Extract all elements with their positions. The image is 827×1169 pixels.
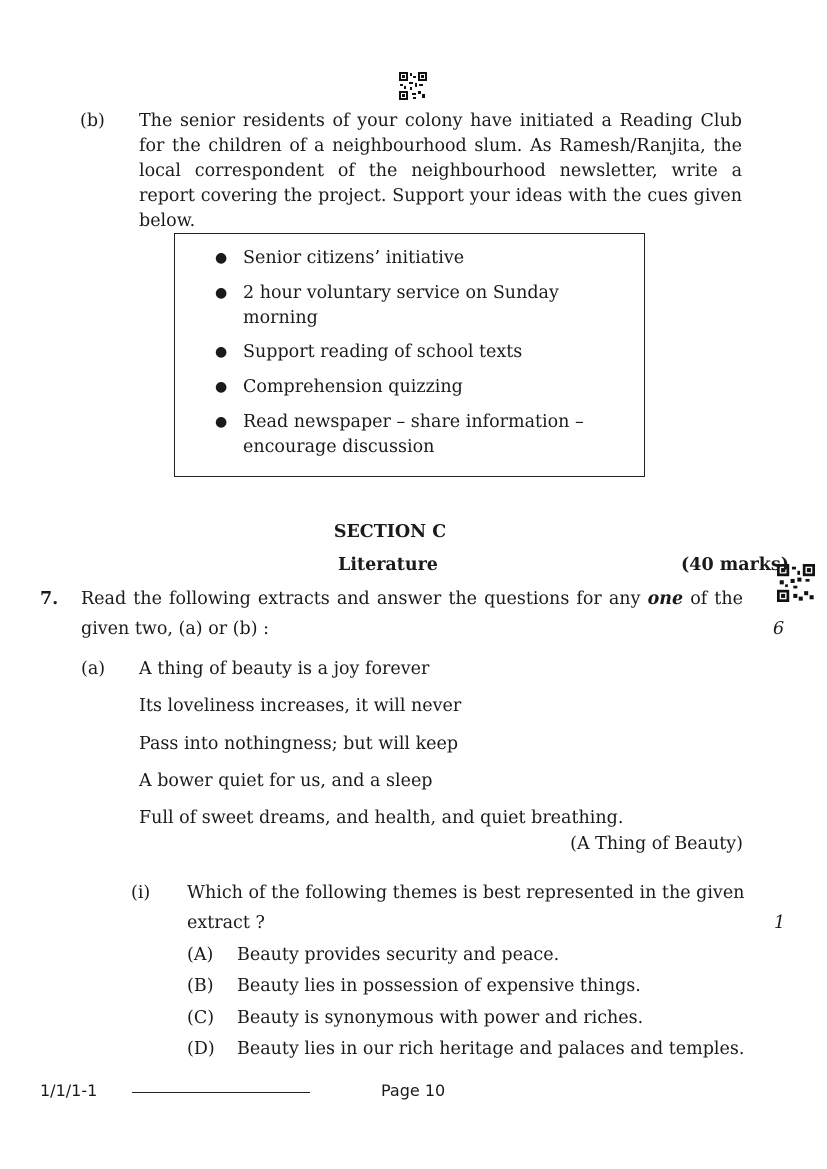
extract-line: Its loveliness increases, it will never bbox=[139, 696, 462, 716]
subquestion-marks: 1 bbox=[774, 913, 786, 933]
subquestion-line1: Which of the following themes is best represented in the given bbox=[187, 883, 745, 903]
question-number: 7. bbox=[40, 589, 59, 609]
option-label: (B) bbox=[187, 976, 214, 996]
bullet-icon: ● bbox=[215, 285, 228, 301]
extract-line: A thing of beauty is a joy forever bbox=[139, 659, 430, 679]
cue-item: ● Senior citizens’ initiative bbox=[243, 246, 623, 271]
option-label: (A) bbox=[187, 945, 214, 965]
option-text: Beauty lies in our rich heritage and palaces and temples. bbox=[237, 1039, 745, 1059]
qr-code-top bbox=[399, 72, 427, 100]
option-text: Beauty lies in possession of expensive things. bbox=[237, 976, 641, 996]
cue-item: ● Read newspaper – share information – encourage discussion bbox=[215, 412, 584, 457]
cue-item: ● 2 hour voluntary service on Sunday morning bbox=[215, 283, 559, 328]
cue-box bbox=[174, 233, 645, 477]
part-paragraph: The senior residents of your colony have initiated a Reading Club for the children of a neighbourhood slum. As Ramesh/Ranjita, the local correspondent of the neighbourhood newsletter, write a report covering the project. Support your ideas with the cues given below. bbox=[139, 111, 742, 231]
option-text: Beauty provides security and peace. bbox=[237, 945, 560, 965]
option-text: Beauty is synonymous with power and riches. bbox=[237, 1008, 644, 1028]
footer-divider bbox=[132, 1092, 310, 1093]
extract-source: (A Thing of Beauty) bbox=[570, 834, 743, 854]
subquestion-label: (i) bbox=[131, 883, 151, 903]
extract-line: Full of sweet dreams, and health, and quiet breathing. bbox=[139, 808, 624, 828]
section-marks: (40 marks) bbox=[681, 555, 790, 575]
bullet-icon: ● bbox=[215, 414, 228, 430]
cue-item: ● Comprehension quizzing bbox=[243, 375, 623, 400]
footer-code: 1/1/1-1 bbox=[40, 1081, 98, 1100]
option-label: (D) bbox=[187, 1039, 215, 1059]
bullet-icon: ● bbox=[215, 250, 228, 266]
section-title: SECTION C bbox=[333, 522, 447, 542]
bullet-icon: ● bbox=[215, 344, 228, 360]
question-text-line2: given two, (a) or (b) : bbox=[81, 619, 269, 639]
footer-page: Page 10 bbox=[381, 1081, 446, 1100]
bullet-icon: ● bbox=[215, 379, 228, 395]
extract-line: Pass into nothingness; but will keep bbox=[139, 734, 459, 754]
option-label: (C) bbox=[187, 1008, 215, 1028]
extract-line: A bower quiet for us, and a sleep bbox=[139, 771, 433, 791]
part-label: (b) bbox=[80, 111, 105, 131]
extract-label: (a) bbox=[81, 659, 106, 679]
question-text: Read the following extracts and answer the questions for any one of the bbox=[81, 589, 743, 609]
question-marks: 6 bbox=[773, 619, 785, 639]
subquestion-line2: extract ? bbox=[187, 913, 265, 933]
section-subtitle: Literature bbox=[338, 555, 438, 575]
cue-item: ● Support reading of school texts bbox=[243, 340, 623, 365]
